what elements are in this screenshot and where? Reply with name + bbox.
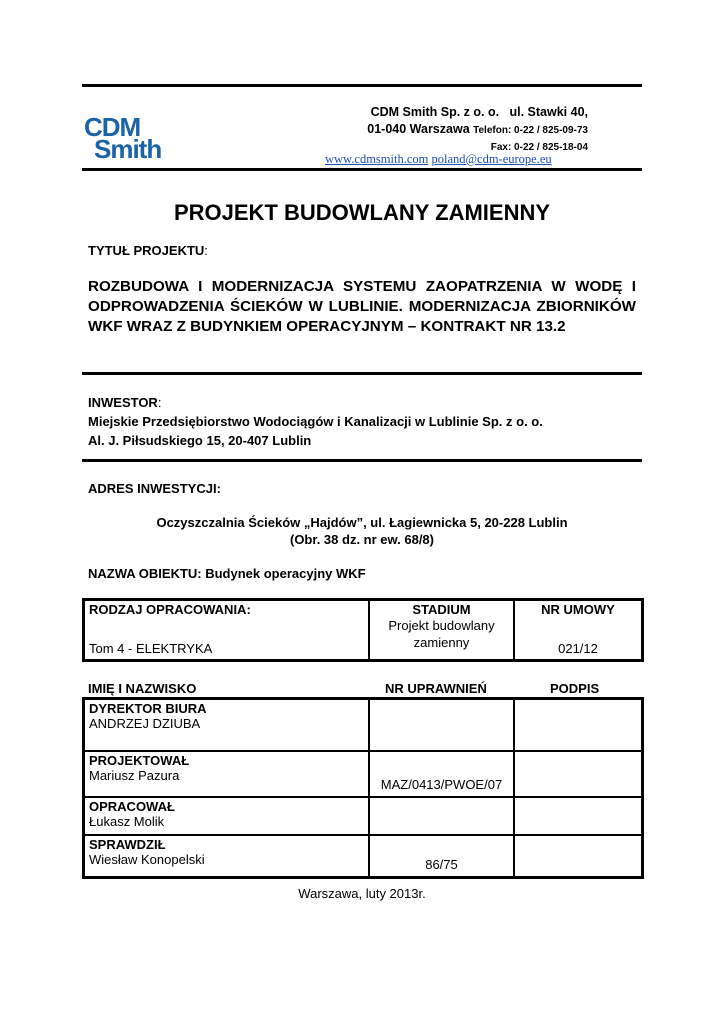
project-label-text: TYTUŁ PROJEKTU <box>88 243 205 258</box>
investor-block <box>88 393 543 450</box>
license-cell: MAZ/0413/PWOE/07 <box>369 751 514 797</box>
investor-label: INWESTOR <box>88 395 158 410</box>
table-row <box>84 797 643 835</box>
project-label <box>88 243 208 258</box>
signature-cell <box>514 835 643 878</box>
table-row <box>84 835 643 878</box>
address-line1: Oczyszczalnia Ścieków „Hajdów”, ul. Łagiewnicka 5, 20-228 Lublin <box>156 515 568 530</box>
study-type-value: Tom 4 - ELEKTRYKA <box>89 641 213 656</box>
header-rule <box>82 168 642 171</box>
license-cell <box>369 797 514 835</box>
contract-cell <box>514 600 643 661</box>
project-label-colon: : <box>204 243 208 258</box>
logo-line2: Smith <box>94 134 162 164</box>
person-name: Mariusz Pazura <box>89 768 180 783</box>
address-line2: (Obr. 38 dz. nr ew. 68/8) <box>289 532 434 547</box>
company-name-address: CDM Smith Sp. z o. o. ul. Stawki 40, <box>370 105 588 119</box>
company-phone: Telefon: 0-22 / 825-09-73 <box>473 125 588 136</box>
investor-address: Al. J. Piłsudskiego 15, 20-407 Lublin <box>88 433 312 448</box>
study-table <box>82 598 644 662</box>
object-name: NAZWA OBIEKTU: Budynek operacyjny WKF <box>88 566 366 581</box>
person-role: OPRACOWAŁ <box>89 799 175 814</box>
person-role: DYREKTOR BIURA <box>89 701 207 716</box>
contract-header: NR UMOWY <box>541 602 615 617</box>
logo-line1: CDM <box>84 112 141 142</box>
table-row <box>84 751 643 797</box>
address-label: ADRES INWESTYCJI: <box>88 481 221 496</box>
investor-rule <box>82 459 642 462</box>
person-cell <box>84 835 370 878</box>
license-cell <box>369 699 514 752</box>
signature-cell <box>514 797 643 835</box>
person-role: SPRAWDZIŁ <box>89 837 166 852</box>
stage-header: STADIUM <box>412 602 471 617</box>
stage-cell <box>369 600 514 661</box>
person-name: Wiesław Konopelski <box>89 852 205 867</box>
person-role: PROJEKTOWAŁ <box>89 753 190 768</box>
study-type-header: RODZAJ OPRACOWANIA: <box>89 602 251 617</box>
top-rule <box>82 84 642 87</box>
company-city: 01-040 Warszawa <box>367 122 470 136</box>
document-title: PROJEKT BUDOWLANY ZAMIENNY <box>173 200 551 225</box>
project-rule <box>82 372 642 375</box>
table-row <box>84 699 643 752</box>
project-name: ROZBUDOWA I MODERNIZACJA SYSTEMU ZAOPATRZENIA W WODĘ I ODPROWADZENIA ŚCIEKÓW W LUBLINIE. MODERNIZACJA ZBIORNIKÓW WKF WRAZ Z BUDYNKIEM OPERACYJNYM – KONTRAKT NR 13.2 <box>88 278 636 335</box>
investor-label-colon: : <box>157 395 162 410</box>
person-name: ANDRZEJ DZIUBA <box>89 716 201 731</box>
people-table <box>82 697 644 879</box>
study-type-cell <box>84 600 370 661</box>
company-links <box>325 152 552 167</box>
contract-value: 021/12 <box>558 641 598 656</box>
company-info <box>367 104 588 156</box>
website-link[interactable]: www.cdmsmith.com <box>325 152 429 166</box>
header-name: IMIĘ I NAZWISKO <box>88 681 197 696</box>
signature-cell <box>514 751 643 797</box>
license-cell: 86/75 <box>369 835 514 878</box>
footer-place-date: Warszawa, luty 2013r. <box>298 886 426 901</box>
signature-cell <box>514 699 643 752</box>
email-link[interactable]: poland@cdm-europe.eu <box>431 152 552 166</box>
company-fax: Fax: 0-22 / 825-18-04 <box>490 142 588 153</box>
company-logo <box>84 114 190 164</box>
person-cell <box>84 751 370 797</box>
investor-name: Miejskie Przedsiębiorstwo Wodociągów i Kanalizacji w Lublinie Sp. z o. o. <box>88 414 543 429</box>
person-cell <box>84 699 370 752</box>
person-name: Łukasz Molik <box>89 814 165 829</box>
header-signature: PODPIS <box>550 681 600 696</box>
header-license: NR UPRAWNIEŃ <box>385 681 487 696</box>
stage-value: Projekt budowlany zamienny <box>388 618 495 650</box>
person-cell <box>84 797 370 835</box>
